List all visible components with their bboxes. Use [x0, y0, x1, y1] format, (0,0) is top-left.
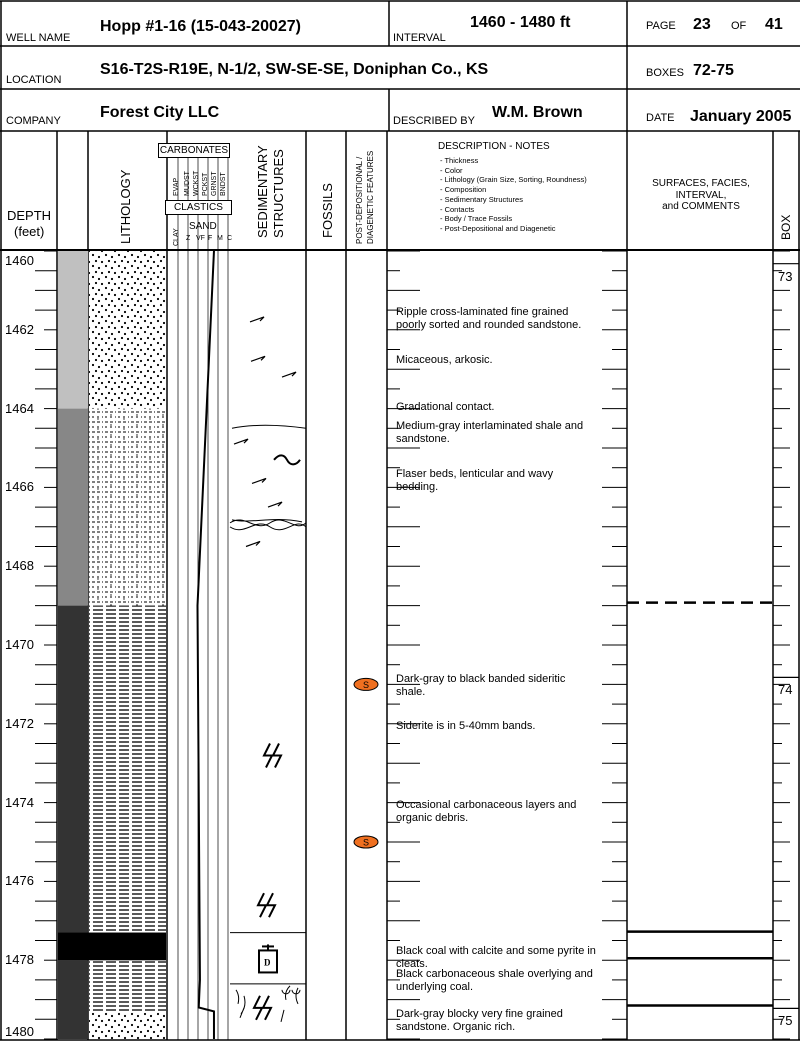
lithology-unit-sideritic-shale [89, 606, 166, 933]
depth-label: 1472 [5, 715, 34, 731]
clastics-header: CLASTICS [165, 200, 232, 215]
grade-evap: EVAP [173, 177, 180, 196]
c-header: C [227, 235, 233, 242]
shade-unit-2 [58, 606, 88, 933]
description-checklist-item: - Sedimentary Structures [440, 194, 523, 204]
lithology-unit-interlaminated-shale-sandstone [89, 409, 166, 606]
described-by-label: DESCRIBED BY [393, 115, 475, 127]
date-label: DATE [646, 112, 675, 124]
siderite-icon-label: S [363, 679, 370, 690]
description-checklist-item: - Post-Depositional and Diagenetic [440, 223, 556, 233]
surfaces-header-2: INTERVAL, [675, 190, 727, 201]
sedimentary-structure-symbols [230, 317, 306, 1022]
wavy-bedding-symbol [274, 455, 300, 464]
described-by-value: W.M. Brown [492, 104, 583, 121]
description-note: Gradational contact. [396, 400, 495, 413]
depth-label: 1464 [5, 400, 34, 416]
coal-bed [58, 933, 166, 961]
ripple-cross-lamination-symbol [282, 372, 296, 377]
depth-label: 1478 [5, 952, 34, 968]
f-header: F [208, 235, 213, 242]
z-header: Z [186, 235, 191, 242]
shade-unit-1 [58, 409, 88, 606]
interval-label: INTERVAL [393, 32, 446, 44]
grain-size-curve [198, 251, 214, 1039]
grade-pckst: PCKST [202, 172, 209, 196]
depth-label: 1462 [5, 321, 34, 337]
grade-bndst: BNDST [220, 172, 227, 196]
ripple-cross-lamination-symbol [234, 439, 248, 444]
description-note: Dark-gray blocky very fine grained sandstone. Organic rich. [396, 1007, 563, 1033]
description-checklist-item: - Composition [440, 185, 487, 195]
boxes-label: BOXES [646, 67, 684, 79]
description-note: Medium-gray interlaminated shale and sandstone. [396, 420, 584, 446]
boxes-value: 72-75 [693, 62, 734, 79]
clay-header: CLAY [173, 228, 180, 246]
description-note: Siderite is in 5-40mm bands. [396, 719, 536, 732]
post-dep-header-2: DIAGENETIC FEATURES [366, 150, 375, 244]
box-number: 73 [778, 268, 793, 284]
date-value: January 2005 [690, 108, 792, 125]
well-name-label: WELL NAME [6, 32, 71, 44]
ripple-cross-lamination-symbol [252, 478, 266, 483]
grade-grnst: GRNST [211, 171, 218, 196]
description-checklist-item: - Body / Trace Fossils [440, 214, 513, 224]
depth-header: DEPTH [7, 208, 52, 223]
description-note: Dark-gray to black banded sideritic shale. [396, 672, 566, 698]
description-note: Ripple cross-laminated fine grained poorly sorted and rounded sandstone. [396, 306, 582, 332]
box-number: 74 [778, 682, 793, 698]
depth-label: 1474 [5, 794, 34, 810]
company-value: Forest City LLC [100, 104, 220, 121]
description-checklist [440, 156, 587, 234]
depth-label: 1480 [5, 1024, 34, 1039]
description-note: Occasional carbonaceous layers and organic debris. [396, 798, 577, 824]
depth-label: 1468 [5, 558, 34, 574]
of-label: OF [731, 20, 747, 32]
sed-structures-header-2: STRUCTURES [271, 149, 286, 238]
ripple-cross-lamination-symbol [246, 542, 260, 547]
flaser-bedding-symbol [230, 520, 306, 530]
ripple-cross-lamination-symbol [268, 502, 282, 507]
description-note: Black coal with calcite and some pyrite in cleats. [396, 944, 596, 970]
lithology-unit-sandstone [89, 251, 166, 409]
depth-label: 1470 [5, 637, 34, 652]
location-value: S16-T2S-R19E, N-1/2, SW-SE-SE, Doniphan Co., KS [100, 61, 489, 78]
page-label: PAGE [646, 20, 676, 32]
box-header: BOX [779, 214, 793, 240]
description-checklist-item: - Color [440, 165, 463, 175]
slickenside-symbol [254, 996, 271, 1020]
box-number: 75 [778, 1013, 793, 1029]
surfaces-header-3: and COMMENTS [662, 201, 740, 212]
shade-unit-4 [58, 960, 88, 1039]
depth-label: 1466 [5, 479, 34, 495]
description-checklist-item: - Lithology (Grain Size, Sorting, Roundness) [440, 175, 587, 185]
grade-wckst: WCKST [193, 170, 200, 196]
location-label: LOCATION [6, 74, 62, 86]
vf-header: VF [196, 235, 205, 242]
lithology-header: LITHOLOGY [118, 169, 133, 244]
description-note: Flaser beds, lenticular and wavy bedding. [396, 467, 554, 493]
page-total: 41 [765, 16, 783, 33]
description-title: DESCRIPTION - NOTES [438, 141, 550, 152]
well-name: Hopp #1-16 (15-043-20027) [100, 18, 301, 35]
slickenside-symbol [258, 893, 275, 917]
depth-unit: (feet) [14, 224, 45, 239]
shade-unit-0 [58, 251, 88, 409]
depth-label: 1460 [5, 253, 34, 268]
description-note: Black carbonaceous shale overlying and underlying coal. [396, 968, 593, 994]
siderite-icon-label: S [363, 837, 370, 848]
sand-header: SAND [189, 221, 217, 232]
dewatering-symbol-letter: D [264, 957, 271, 968]
description-checklist-item: - Contacts [440, 204, 475, 214]
surfaces-header-1: SURFACES, FACIES, [652, 178, 750, 189]
ripple-cross-lamination-symbol [250, 317, 264, 322]
carbonates-header: CARBONATES [159, 145, 229, 156]
sed-structures-header-1: SEDIMENTARY [255, 145, 270, 238]
ripple-cross-lamination-symbol [251, 356, 265, 361]
depth-label: 1476 [5, 873, 34, 889]
grade-mudst: MUDST [184, 171, 191, 196]
description-checklist-item: - Thickness [440, 156, 479, 165]
fossils-header: FOSSILS [320, 183, 335, 238]
interval-value: 1460 - 1480 ft [470, 14, 571, 31]
description-note: Micaceous, arkosic. [396, 353, 493, 366]
company-label: COMPANY [6, 115, 61, 127]
lenticular-bedding-symbol [232, 425, 306, 428]
page-number: 23 [693, 16, 711, 33]
m-header: M [217, 235, 223, 242]
slickenside-symbol [264, 744, 281, 768]
lithology-sand-cap [89, 1011, 166, 1039]
post-dep-header-1: POST-DEPOSITIONAL / [355, 156, 364, 244]
